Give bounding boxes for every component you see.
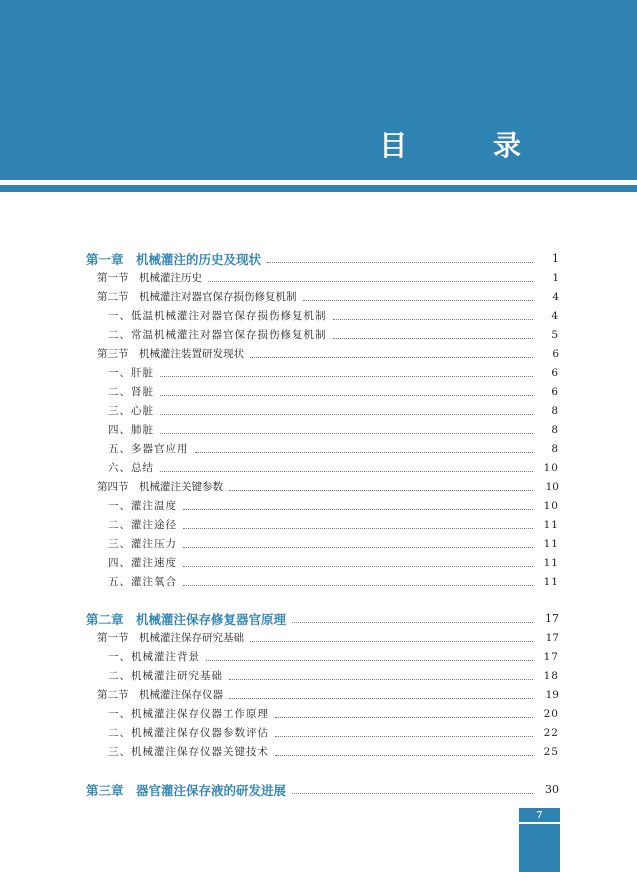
toc-entry-page: 11 — [543, 537, 559, 550]
toc-entry-item[interactable] — [0, 439, 637, 458]
toc-leader-dots — [229, 489, 533, 491]
toc-entry-page: 1 — [552, 271, 559, 284]
toc-entry-item[interactable] — [0, 742, 637, 761]
toc-leader-dots — [333, 318, 534, 320]
toc-entry-page: 22 — [543, 726, 559, 739]
toc-entry-item[interactable] — [0, 401, 637, 420]
toc-leader-dots — [333, 337, 534, 339]
toc-entry-section[interactable] — [0, 477, 637, 496]
toc-entry-label: 五、多器官应用 — [108, 443, 189, 455]
toc-entry-chapter[interactable] — [0, 249, 637, 268]
toc-entry-section[interactable] — [0, 344, 637, 363]
toc-entry-item[interactable] — [0, 534, 637, 553]
toc-entry-page: 4 — [551, 309, 559, 322]
toc-entry-page: 8 — [551, 404, 559, 417]
toc-leader-dots — [292, 792, 533, 794]
toc-entry-item[interactable] — [0, 572, 637, 591]
toc-leader-dots — [160, 470, 533, 472]
toc-entry-item[interactable] — [0, 666, 637, 685]
page-number: 7 — [536, 809, 543, 821]
toc-leader-dots — [275, 754, 533, 756]
toc-entry-label: 第二节 机械灌注对器官保存损伤修复机制 — [97, 291, 297, 303]
toc-leader-dots — [275, 735, 533, 737]
toc-leader-dots — [160, 413, 533, 415]
toc-entry-label: 第二章 机械灌注保存修复器官原理 — [86, 611, 287, 627]
toc-entry-label: 一、机械灌注背景 — [108, 651, 200, 663]
toc-leader-dots — [229, 678, 533, 680]
toc-entry-section[interactable] — [0, 628, 637, 647]
toc-leader-dots — [160, 375, 533, 377]
toc-entry-label: 第三节 机械灌注装置研发现状 — [97, 348, 244, 360]
toc-entry-label: 二、肾脏 — [108, 386, 154, 398]
page-number-underline — [519, 822, 560, 824]
toc-entry-item[interactable] — [0, 458, 637, 477]
toc-entry-item[interactable] — [0, 647, 637, 666]
toc-entry-page: 18 — [543, 669, 559, 682]
page-title: 目 录 — [379, 129, 559, 162]
toc-leader-dots — [208, 280, 533, 282]
toc-entry-item[interactable] — [0, 515, 637, 534]
toc-entry-page: 17 — [543, 650, 559, 663]
toc-entry-label: 一、机械灌注保存仪器工作原理 — [108, 708, 269, 720]
toc-entry-page: 30 — [545, 783, 559, 796]
toc-entry-page: 10 — [543, 499, 559, 512]
toc-leader-dots — [206, 659, 533, 661]
toc-entry-label: 第一节 机械灌注保存研究基础 — [97, 632, 244, 644]
toc-entry-page: 11 — [543, 556, 559, 569]
toc-entry-item[interactable] — [0, 306, 637, 325]
toc-entry-page: 8 — [551, 442, 559, 455]
toc-entry-page: 4 — [552, 290, 559, 303]
toc-entry-page: 17 — [545, 631, 559, 644]
toc-entry-item[interactable] — [0, 704, 637, 723]
toc-entry-page: 6 — [551, 366, 559, 379]
toc-entry-page: 10 — [545, 480, 559, 493]
toc-entry-label: 第一节 机械灌注历史 — [97, 272, 202, 284]
toc-entry-label: 第一章 机械灌注的历史及现状 — [86, 251, 262, 267]
toc-leader-dots — [183, 527, 533, 529]
toc-entry-section[interactable] — [0, 685, 637, 704]
toc-leader-dots — [250, 356, 533, 358]
toc-entry-label: 二、常温机械灌注对器官保存损伤修复机制 — [108, 329, 327, 341]
toc-leader-dots — [160, 394, 533, 396]
toc-entry-chapter[interactable] — [0, 609, 637, 628]
toc-entry-label: 四、肺脏 — [108, 424, 154, 436]
toc-entry-label: 六、总结 — [108, 462, 154, 474]
toc-entry-label: 第三章 器官灌注保存液的研发进展 — [86, 782, 287, 798]
toc-entry-label: 三、心脏 — [108, 405, 154, 417]
toc-entry-page: 8 — [551, 423, 559, 436]
toc-entry-label: 二、灌注途径 — [108, 519, 177, 531]
toc-entry-label: 第二节 机械灌注保存仪器 — [97, 689, 223, 701]
toc-entry-item[interactable] — [0, 325, 637, 344]
toc-entry-page: 6 — [552, 347, 559, 360]
toc-entry-item[interactable] — [0, 363, 637, 382]
toc-entry-label: 一、肝脏 — [108, 367, 154, 379]
toc-entry-page: 6 — [551, 385, 559, 398]
toc-entry-page: 25 — [543, 745, 559, 758]
toc-entry-label: 一、灌注温度 — [108, 500, 177, 512]
toc-entry-item[interactable] — [0, 723, 637, 742]
toc-entry-item[interactable] — [0, 420, 637, 439]
toc-leader-dots — [183, 546, 533, 548]
toc-entry-item[interactable] — [0, 382, 637, 401]
toc-entry-label: 第四节 机械灌注关键参数 — [97, 481, 223, 493]
toc-leader-dots — [195, 451, 534, 453]
toc-leader-dots — [275, 716, 533, 718]
toc-entry-label: 二、机械灌注研究基础 — [108, 670, 223, 682]
toc-entry-page: 11 — [543, 575, 559, 588]
toc-entry-page: 10 — [543, 461, 559, 474]
toc-entry-label: 三、机械灌注保存仪器关键技术 — [108, 746, 269, 758]
toc-entry-label: 一、低温机械灌注对器官保存损伤修复机制 — [108, 310, 327, 322]
header-divider-blue — [0, 185, 637, 192]
toc-leader-dots — [183, 584, 533, 586]
toc-entry-page: 20 — [543, 707, 559, 720]
toc-entry-item[interactable] — [0, 553, 637, 572]
toc-leader-dots — [183, 508, 533, 510]
toc-leader-dots — [303, 299, 534, 301]
toc-entry-page: 17 — [545, 612, 559, 625]
toc-leader-dots — [160, 432, 533, 434]
toc-entry-label: 二、机械灌注保存仪器参数评估 — [108, 727, 269, 739]
toc-leader-dots — [229, 697, 533, 699]
toc-entry-item[interactable] — [0, 496, 637, 515]
page-number-tab — [519, 808, 560, 872]
toc-entry-page: 1 — [552, 252, 559, 265]
toc-entry-label: 五、灌注氧合 — [108, 576, 177, 588]
toc-entry-page: 5 — [551, 328, 559, 341]
toc-entry-page: 19 — [545, 688, 559, 701]
toc-leader-dots — [183, 565, 533, 567]
toc-entry-chapter[interactable] — [0, 780, 637, 799]
toc-leader-dots — [250, 640, 533, 642]
toc-entry-label: 三、灌注压力 — [108, 538, 177, 550]
toc-leader-dots — [267, 261, 533, 263]
toc-entry-section[interactable] — [0, 268, 637, 287]
header-banner — [0, 0, 637, 180]
toc-entry-label: 四、灌注速度 — [108, 557, 177, 569]
toc-entry-page: 11 — [543, 518, 559, 531]
toc-leader-dots — [292, 621, 533, 623]
toc-entry-section[interactable] — [0, 287, 637, 306]
